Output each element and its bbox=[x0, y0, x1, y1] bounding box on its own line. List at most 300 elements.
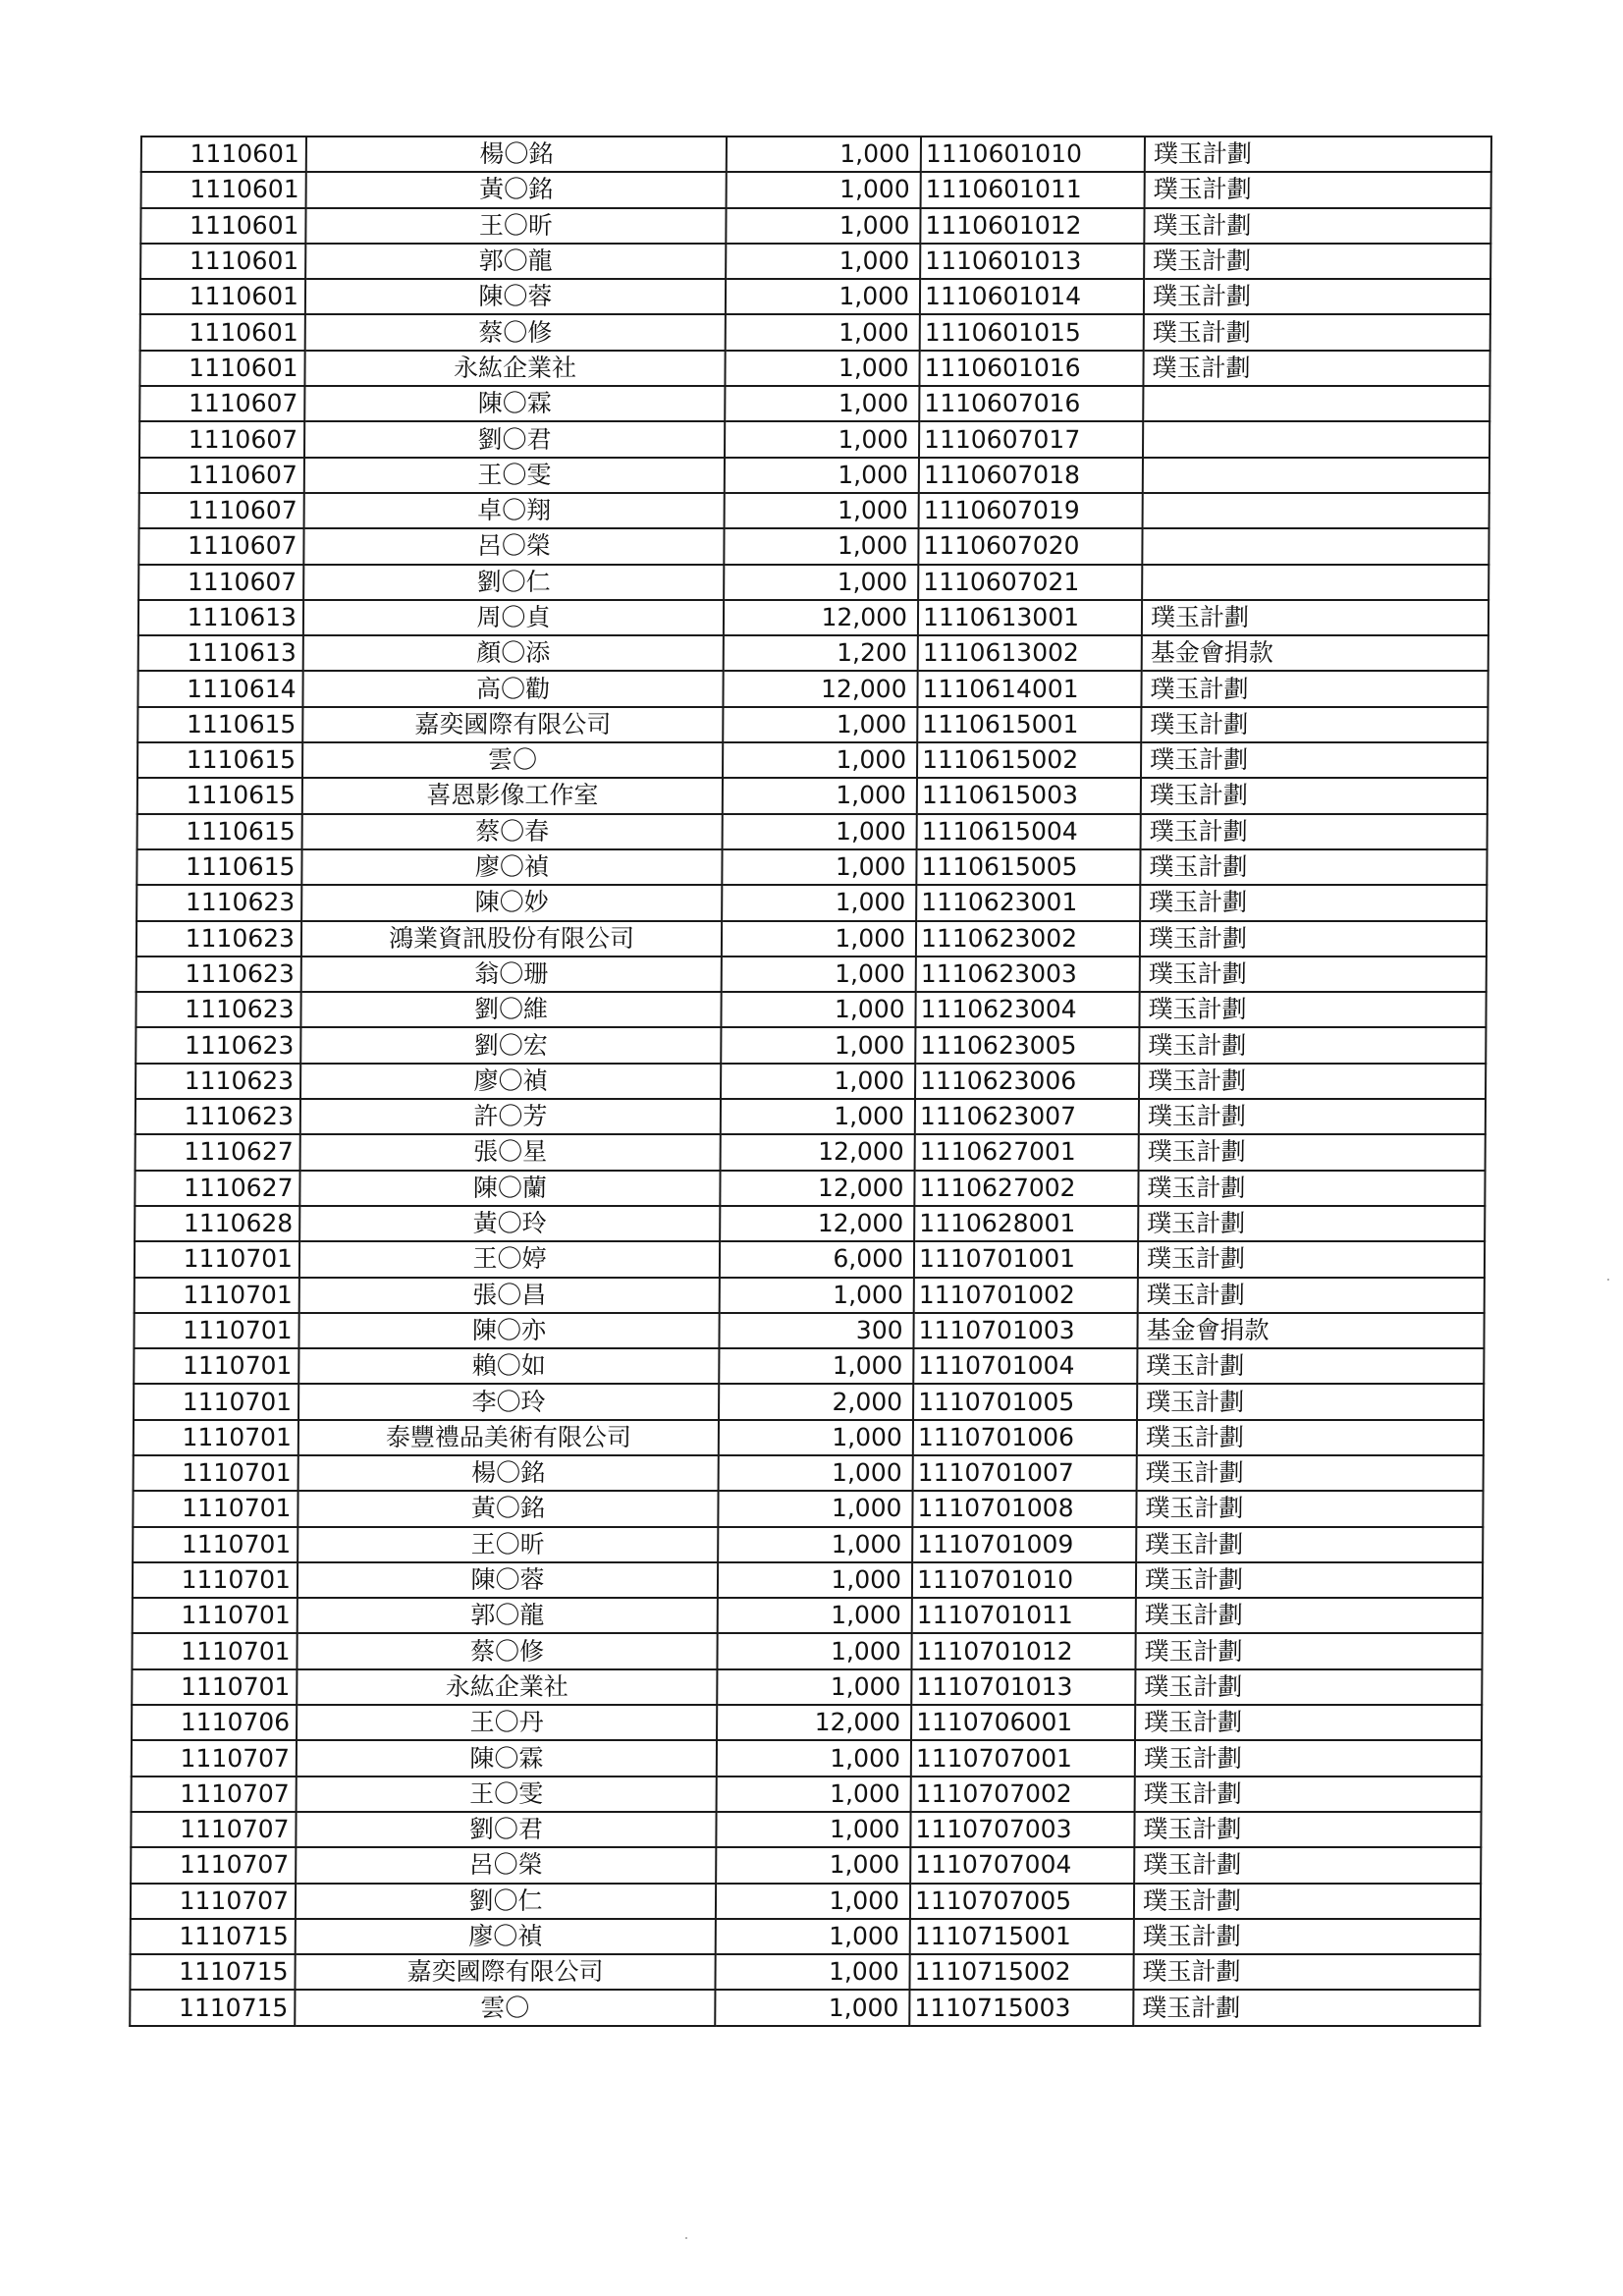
table-row bbox=[135, 1241, 1485, 1277]
date-cell: 1110601 bbox=[140, 244, 305, 279]
table-row bbox=[130, 1990, 1480, 2025]
receipt-number-cell: 1110707002 bbox=[911, 1777, 1135, 1812]
date-cell: 1110706 bbox=[132, 1705, 297, 1740]
receipt-number-cell: 1110627001 bbox=[915, 1134, 1139, 1170]
purpose-cell: 璞玉計劃 bbox=[1137, 1420, 1484, 1455]
amount-cell: 6,000 bbox=[720, 1241, 914, 1277]
donor-name-cell: 劉〇維 bbox=[300, 992, 721, 1027]
purpose-cell bbox=[1143, 386, 1489, 421]
date-cell: 1110701 bbox=[134, 1455, 298, 1491]
table-row bbox=[135, 1171, 1485, 1206]
amount-cell: 1,000 bbox=[719, 1455, 913, 1491]
table-row bbox=[136, 849, 1487, 885]
purpose-cell: 璞玉計劃 bbox=[1138, 1278, 1485, 1313]
date-cell: 1110627 bbox=[135, 1134, 300, 1170]
donor-name-cell: 許〇芳 bbox=[300, 1099, 721, 1134]
purpose-cell: 璞玉計劃 bbox=[1134, 1884, 1481, 1919]
purpose-cell: 璞玉計劃 bbox=[1140, 849, 1487, 885]
donor-name-cell: 王〇丹 bbox=[297, 1705, 717, 1740]
purpose-cell: 璞玉計劃 bbox=[1140, 885, 1487, 920]
purpose-cell: 璞玉計劃 bbox=[1144, 279, 1490, 314]
purpose-cell: 璞玉計劃 bbox=[1136, 1527, 1483, 1562]
date-cell: 1110613 bbox=[138, 600, 303, 635]
table-row bbox=[131, 1884, 1481, 1919]
table-row bbox=[135, 1206, 1485, 1241]
purpose-cell bbox=[1143, 421, 1489, 457]
table-row bbox=[134, 1384, 1484, 1419]
receipt-number-cell: 1110615003 bbox=[917, 778, 1141, 813]
receipt-number-cell: 1110701005 bbox=[913, 1384, 1137, 1419]
receipt-number-cell: 1110607017 bbox=[919, 421, 1143, 457]
table-row bbox=[134, 1348, 1484, 1384]
donor-name-cell: 鴻業資訊股份有限公司 bbox=[301, 921, 722, 957]
donor-name-cell: 廖〇禎 bbox=[296, 1919, 716, 1954]
amount-cell: 12,000 bbox=[717, 1705, 911, 1740]
date-cell: 1110601 bbox=[140, 314, 305, 350]
date-cell: 1110701 bbox=[134, 1384, 298, 1419]
table-row bbox=[131, 1812, 1481, 1847]
receipt-number-cell: 1110607020 bbox=[918, 528, 1142, 564]
table-row bbox=[137, 742, 1488, 778]
donor-name-cell: 黃〇銘 bbox=[306, 172, 727, 207]
amount-cell: 1,000 bbox=[724, 528, 918, 564]
table-row bbox=[141, 172, 1491, 207]
table-row bbox=[132, 1740, 1482, 1776]
purpose-cell: 璞玉計劃 bbox=[1135, 1705, 1482, 1740]
receipt-number-cell: 1110601011 bbox=[921, 172, 1145, 207]
amount-cell: 1,000 bbox=[724, 565, 918, 600]
purpose-cell: 璞玉計劃 bbox=[1139, 1099, 1486, 1134]
donor-name-cell: 劉〇君 bbox=[296, 1812, 716, 1847]
receipt-number-cell: 1110701009 bbox=[912, 1527, 1136, 1562]
table-row bbox=[130, 1954, 1480, 1990]
donor-name-cell: 廖〇禎 bbox=[300, 1064, 721, 1099]
date-cell: 1110701 bbox=[132, 1633, 297, 1668]
amount-cell: 1,000 bbox=[721, 992, 915, 1027]
amount-cell: 1,000 bbox=[722, 885, 916, 920]
amount-cell: 1,000 bbox=[726, 314, 920, 350]
date-cell: 1110601 bbox=[139, 351, 304, 386]
table-row bbox=[132, 1633, 1482, 1668]
amount-cell: 1,000 bbox=[721, 1099, 915, 1134]
date-cell: 1110601 bbox=[140, 279, 305, 314]
table-row bbox=[133, 1527, 1483, 1562]
table-row bbox=[138, 635, 1488, 671]
date-cell: 1110623 bbox=[135, 992, 300, 1027]
receipt-number-cell: 1110707004 bbox=[910, 1847, 1134, 1883]
purpose-cell: 璞玉計劃 bbox=[1136, 1562, 1483, 1598]
table-row bbox=[135, 1064, 1486, 1099]
receipt-number-cell: 1110623001 bbox=[916, 885, 1140, 920]
receipt-number-cell: 1110615004 bbox=[917, 814, 1141, 849]
date-cell: 1110615 bbox=[136, 849, 301, 885]
receipt-number-cell: 1110623005 bbox=[915, 1027, 1139, 1063]
table-row bbox=[137, 671, 1488, 706]
donor-name-cell: 陳〇妙 bbox=[301, 885, 722, 920]
donor-name-cell: 廖〇禎 bbox=[301, 849, 722, 885]
date-cell: 1110707 bbox=[132, 1740, 297, 1776]
purpose-cell: 璞玉計劃 bbox=[1139, 1027, 1486, 1063]
donor-name-cell: 翁〇珊 bbox=[301, 957, 722, 992]
table-row bbox=[140, 279, 1490, 314]
table-row bbox=[136, 921, 1487, 957]
date-cell: 1110607 bbox=[139, 421, 304, 457]
donor-name-cell: 楊〇銘 bbox=[306, 137, 727, 172]
amount-cell: 12,000 bbox=[720, 1171, 914, 1206]
donor-name-cell: 周〇貞 bbox=[303, 600, 724, 635]
amount-cell: 12,000 bbox=[720, 1206, 914, 1241]
date-cell: 1110601 bbox=[141, 172, 306, 207]
receipt-number-cell: 1110601013 bbox=[920, 244, 1144, 279]
donor-name-cell: 顏〇添 bbox=[303, 635, 724, 671]
receipt-number-cell: 1110701006 bbox=[913, 1420, 1137, 1455]
date-cell: 1110701 bbox=[133, 1598, 298, 1633]
purpose-cell: 璞玉計劃 bbox=[1133, 1954, 1480, 1990]
date-cell: 1110614 bbox=[137, 671, 302, 706]
receipt-number-cell: 1110715002 bbox=[909, 1954, 1133, 1990]
table-row bbox=[139, 386, 1489, 421]
purpose-cell: 璞玉計劃 bbox=[1141, 671, 1488, 706]
receipt-number-cell: 1110623006 bbox=[915, 1064, 1139, 1099]
donor-name-cell: 嘉奕國際有限公司 bbox=[302, 707, 723, 742]
purpose-cell: 璞玉計劃 bbox=[1141, 814, 1488, 849]
table-row bbox=[133, 1562, 1483, 1598]
table-row bbox=[132, 1777, 1482, 1812]
purpose-cell: 璞玉計劃 bbox=[1136, 1491, 1483, 1526]
donor-name-cell: 陳〇霖 bbox=[304, 386, 725, 421]
receipt-number-cell: 1110613002 bbox=[918, 635, 1142, 671]
donor-name-cell: 劉〇君 bbox=[304, 421, 725, 457]
date-cell: 1110601 bbox=[141, 137, 306, 172]
table-row bbox=[135, 1134, 1486, 1170]
purpose-cell: 璞玉計劃 bbox=[1144, 244, 1490, 279]
date-cell: 1110623 bbox=[136, 885, 301, 920]
table-row bbox=[138, 565, 1488, 600]
purpose-cell: 璞玉計劃 bbox=[1141, 742, 1488, 778]
donor-name-cell: 劉〇仁 bbox=[296, 1884, 716, 1919]
date-cell: 1110627 bbox=[135, 1171, 299, 1206]
donor-name-cell: 張〇昌 bbox=[299, 1278, 720, 1313]
purpose-cell: 璞玉計劃 bbox=[1136, 1598, 1483, 1633]
donor-name-cell: 王〇雯 bbox=[304, 458, 725, 493]
donor-name-cell: 張〇星 bbox=[300, 1134, 721, 1170]
receipt-number-cell: 1110615001 bbox=[917, 707, 1141, 742]
receipt-number-cell: 1110707005 bbox=[910, 1884, 1134, 1919]
date-cell: 1110607 bbox=[138, 565, 303, 600]
purpose-cell bbox=[1142, 528, 1488, 564]
amount-cell: 1,000 bbox=[721, 1027, 915, 1063]
date-cell: 1110701 bbox=[134, 1420, 298, 1455]
purpose-cell: 璞玉計劃 bbox=[1137, 1455, 1484, 1491]
table-row bbox=[140, 244, 1490, 279]
receipt-number-cell: 1110715001 bbox=[910, 1919, 1134, 1954]
date-cell: 1110701 bbox=[133, 1527, 298, 1562]
receipt-number-cell: 1110601015 bbox=[920, 314, 1144, 350]
amount-cell: 1,000 bbox=[726, 244, 920, 279]
receipt-number-cell: 1110707003 bbox=[910, 1812, 1134, 1847]
date-cell: 1110707 bbox=[131, 1847, 296, 1883]
amount-cell: 1,000 bbox=[719, 1420, 913, 1455]
purpose-cell: 璞玉計劃 bbox=[1140, 957, 1487, 992]
table-row bbox=[131, 1847, 1481, 1883]
purpose-cell: 璞玉計劃 bbox=[1137, 1384, 1484, 1419]
table-row bbox=[134, 1313, 1484, 1348]
amount-cell: 1,000 bbox=[717, 1740, 911, 1776]
date-cell: 1110628 bbox=[135, 1206, 299, 1241]
amount-cell: 12,000 bbox=[721, 1134, 915, 1170]
amount-cell: 1,000 bbox=[722, 921, 916, 957]
amount-cell: 1,000 bbox=[726, 208, 920, 244]
receipt-number-cell: 1110701012 bbox=[911, 1633, 1135, 1668]
amount-cell: 1,000 bbox=[718, 1598, 912, 1633]
date-cell: 1110607 bbox=[139, 458, 304, 493]
purpose-cell: 璞玉計劃 bbox=[1135, 1669, 1482, 1705]
purpose-cell bbox=[1143, 458, 1489, 493]
date-cell: 1110607 bbox=[139, 493, 304, 528]
purpose-cell: 璞玉計劃 bbox=[1145, 137, 1491, 172]
receipt-number-cell: 1110615005 bbox=[916, 849, 1140, 885]
amount-cell: 1,000 bbox=[720, 1278, 914, 1313]
amount-cell: 1,000 bbox=[725, 421, 919, 457]
receipt-number-cell: 1110701008 bbox=[912, 1491, 1136, 1526]
purpose-cell: 璞玉計劃 bbox=[1139, 1064, 1486, 1099]
table-row bbox=[135, 1099, 1486, 1134]
table-row bbox=[138, 528, 1488, 564]
donor-name-cell: 永紘企業社 bbox=[304, 351, 725, 386]
purpose-cell: 璞玉計劃 bbox=[1143, 351, 1489, 386]
purpose-cell: 璞玉計劃 bbox=[1135, 1740, 1482, 1776]
donor-name-cell: 陳〇霖 bbox=[297, 1740, 717, 1776]
receipt-number-cell: 1110607018 bbox=[919, 458, 1143, 493]
receipt-number-cell: 1110627002 bbox=[914, 1171, 1138, 1206]
receipt-number-cell: 1110701011 bbox=[912, 1598, 1136, 1633]
table-row bbox=[140, 208, 1490, 244]
receipt-number-cell: 1110601012 bbox=[920, 208, 1144, 244]
receipt-number-cell: 1110614001 bbox=[917, 671, 1141, 706]
donor-name-cell: 黃〇銘 bbox=[298, 1491, 718, 1526]
amount-cell: 1,000 bbox=[723, 707, 917, 742]
receipt-number-cell: 1110701002 bbox=[914, 1278, 1138, 1313]
donor-name-cell: 泰豐禮品美術有限公司 bbox=[298, 1420, 719, 1455]
purpose-cell: 璞玉計劃 bbox=[1142, 600, 1488, 635]
amount-cell: 1,000 bbox=[718, 1527, 912, 1562]
date-cell: 1110623 bbox=[136, 957, 301, 992]
scan-speck bbox=[685, 2237, 687, 2239]
donor-name-cell: 蔡〇春 bbox=[302, 814, 723, 849]
purpose-cell: 璞玉計劃 bbox=[1141, 778, 1488, 813]
date-cell: 1110615 bbox=[137, 778, 302, 813]
donor-name-cell: 黃〇玲 bbox=[299, 1206, 720, 1241]
receipt-number-cell: 1110628001 bbox=[914, 1206, 1138, 1241]
table-row bbox=[133, 1598, 1483, 1633]
amount-cell: 1,000 bbox=[727, 172, 921, 207]
date-cell: 1110701 bbox=[132, 1669, 297, 1705]
receipt-number-cell: 1110623004 bbox=[915, 992, 1139, 1027]
date-cell: 1110623 bbox=[135, 1099, 300, 1134]
donor-name-cell: 嘉奕國際有限公司 bbox=[295, 1954, 715, 1990]
table-row bbox=[134, 1455, 1484, 1491]
donor-name-cell: 陳〇蓉 bbox=[298, 1562, 718, 1598]
date-cell: 1110715 bbox=[130, 1990, 295, 2025]
amount-cell: 1,000 bbox=[718, 1491, 912, 1526]
table-row bbox=[131, 1919, 1481, 1954]
receipt-number-cell: 1110701003 bbox=[913, 1313, 1137, 1348]
date-cell: 1110701 bbox=[134, 1313, 298, 1348]
amount-cell: 1,000 bbox=[722, 849, 916, 885]
donor-name-cell: 王〇昕 bbox=[305, 208, 726, 244]
table-row bbox=[139, 458, 1489, 493]
purpose-cell: 璞玉計劃 bbox=[1138, 1171, 1485, 1206]
purpose-cell: 基金會捐款 bbox=[1137, 1313, 1484, 1348]
donor-name-cell: 王〇雯 bbox=[297, 1777, 717, 1812]
purpose-cell: 璞玉計劃 bbox=[1134, 1919, 1481, 1954]
receipt-number-cell: 1110706001 bbox=[911, 1705, 1135, 1740]
donor-name-cell: 蔡〇修 bbox=[305, 314, 726, 350]
purpose-cell: 璞玉計劃 bbox=[1144, 314, 1490, 350]
table-row bbox=[138, 600, 1488, 635]
donor-name-cell: 陳〇亦 bbox=[298, 1313, 719, 1348]
date-cell: 1110707 bbox=[131, 1884, 296, 1919]
purpose-cell: 璞玉計劃 bbox=[1134, 1847, 1481, 1883]
amount-cell: 1,000 bbox=[723, 814, 917, 849]
amount-cell: 1,000 bbox=[725, 493, 919, 528]
receipt-number-cell: 1110701007 bbox=[913, 1455, 1137, 1491]
amount-cell: 1,000 bbox=[722, 957, 916, 992]
amount-cell: 1,000 bbox=[716, 1919, 910, 1954]
purpose-cell: 璞玉計劃 bbox=[1135, 1633, 1482, 1668]
donor-name-cell: 李〇玲 bbox=[298, 1384, 719, 1419]
purpose-cell: 璞玉計劃 bbox=[1137, 1348, 1484, 1384]
date-cell: 1110615 bbox=[137, 707, 302, 742]
amount-cell: 1,000 bbox=[725, 386, 919, 421]
scan-speck bbox=[1607, 1279, 1609, 1281]
amount-cell: 1,000 bbox=[715, 1954, 909, 1990]
amount-cell: 1,000 bbox=[718, 1562, 912, 1598]
receipt-number-cell: 1110701010 bbox=[912, 1562, 1136, 1598]
table-row bbox=[139, 493, 1489, 528]
amount-cell: 1,000 bbox=[716, 1812, 910, 1847]
date-cell: 1110623 bbox=[135, 1027, 300, 1063]
amount-cell: 1,000 bbox=[717, 1633, 911, 1668]
amount-cell: 1,000 bbox=[727, 137, 921, 172]
purpose-cell: 璞玉計劃 bbox=[1133, 1990, 1480, 2025]
donor-name-cell: 呂〇榮 bbox=[296, 1847, 716, 1883]
purpose-cell: 基金會捐款 bbox=[1142, 635, 1488, 671]
purpose-cell: 璞玉計劃 bbox=[1141, 707, 1488, 742]
purpose-cell: 璞玉計劃 bbox=[1134, 1812, 1481, 1847]
date-cell: 1110707 bbox=[131, 1812, 296, 1847]
date-cell: 1110601 bbox=[140, 208, 305, 244]
date-cell: 1110701 bbox=[133, 1491, 298, 1526]
donor-name-cell: 賴〇如 bbox=[298, 1348, 719, 1384]
receipt-number-cell: 1110701004 bbox=[913, 1348, 1137, 1384]
purpose-cell: 璞玉計劃 bbox=[1139, 992, 1486, 1027]
donor-name-cell: 劉〇仁 bbox=[303, 565, 724, 600]
amount-cell: 1,000 bbox=[725, 458, 919, 493]
date-cell: 1110701 bbox=[134, 1348, 298, 1384]
purpose-cell bbox=[1142, 565, 1488, 600]
date-cell: 1110623 bbox=[136, 921, 301, 957]
date-cell: 1110715 bbox=[130, 1954, 295, 1990]
date-cell: 1110715 bbox=[131, 1919, 296, 1954]
donor-name-cell: 永紘企業社 bbox=[297, 1669, 717, 1705]
receipt-number-cell: 1110623007 bbox=[915, 1099, 1139, 1134]
receipt-number-cell: 1110601010 bbox=[921, 137, 1145, 172]
amount-cell: 1,000 bbox=[716, 1847, 910, 1883]
donor-name-cell: 呂〇榮 bbox=[303, 528, 724, 564]
receipt-number-cell: 1110623002 bbox=[916, 921, 1140, 957]
table-row bbox=[140, 314, 1490, 350]
table-row bbox=[132, 1669, 1482, 1705]
amount-cell: 1,200 bbox=[724, 635, 918, 671]
amount-cell: 1,000 bbox=[717, 1669, 911, 1705]
date-cell: 1110623 bbox=[135, 1064, 300, 1099]
amount-cell: 300 bbox=[719, 1313, 913, 1348]
receipt-number-cell: 1110701001 bbox=[914, 1241, 1138, 1277]
table-row bbox=[139, 351, 1489, 386]
amount-cell: 1,000 bbox=[723, 778, 917, 813]
purpose-cell: 璞玉計劃 bbox=[1144, 208, 1490, 244]
donation-ledger-sheet bbox=[140, 136, 1490, 2022]
table-row bbox=[137, 778, 1488, 813]
table-row bbox=[139, 421, 1489, 457]
donor-name-cell: 郭〇龍 bbox=[298, 1598, 718, 1633]
table-row bbox=[141, 137, 1491, 172]
receipt-number-cell: 1110607016 bbox=[919, 386, 1143, 421]
date-cell: 1110701 bbox=[135, 1241, 299, 1277]
date-cell: 1110707 bbox=[132, 1777, 297, 1812]
amount-cell: 12,000 bbox=[723, 671, 917, 706]
table-row bbox=[135, 1027, 1486, 1063]
receipt-number-cell: 1110607021 bbox=[918, 565, 1142, 600]
date-cell: 1110607 bbox=[139, 386, 304, 421]
date-cell: 1110615 bbox=[137, 742, 302, 778]
date-cell: 1110613 bbox=[138, 635, 303, 671]
donation-table-body bbox=[130, 137, 1491, 2026]
table-row bbox=[134, 1420, 1484, 1455]
date-cell: 1110701 bbox=[135, 1278, 299, 1313]
donor-name-cell: 王〇婷 bbox=[299, 1241, 720, 1277]
amount-cell: 1,000 bbox=[726, 279, 920, 314]
table-row bbox=[135, 992, 1486, 1027]
purpose-cell: 璞玉計劃 bbox=[1140, 921, 1487, 957]
receipt-number-cell: 1110601016 bbox=[919, 351, 1143, 386]
amount-cell: 1,000 bbox=[719, 1348, 913, 1384]
donor-name-cell: 蔡〇修 bbox=[297, 1633, 717, 1668]
amount-cell: 2,000 bbox=[719, 1384, 913, 1419]
table-row bbox=[132, 1705, 1482, 1740]
amount-cell: 12,000 bbox=[724, 600, 918, 635]
receipt-number-cell: 1110607019 bbox=[919, 493, 1143, 528]
receipt-number-cell: 1110707001 bbox=[911, 1740, 1135, 1776]
donor-name-cell: 郭〇龍 bbox=[305, 244, 726, 279]
receipt-number-cell: 1110615002 bbox=[917, 742, 1141, 778]
donor-name-cell: 陳〇蘭 bbox=[299, 1171, 720, 1206]
date-cell: 1110701 bbox=[133, 1562, 298, 1598]
amount-cell: 1,000 bbox=[721, 1064, 915, 1099]
purpose-cell: 璞玉計劃 bbox=[1135, 1777, 1482, 1812]
donor-name-cell: 喜恩影像工作室 bbox=[302, 778, 723, 813]
purpose-cell: 璞玉計劃 bbox=[1139, 1134, 1486, 1170]
receipt-number-cell: 1110601014 bbox=[920, 279, 1144, 314]
purpose-cell: 璞玉計劃 bbox=[1145, 172, 1491, 207]
table-row bbox=[136, 957, 1487, 992]
receipt-number-cell: 1110613001 bbox=[918, 600, 1142, 635]
receipt-number-cell: 1110623003 bbox=[916, 957, 1140, 992]
table-row bbox=[135, 1278, 1485, 1313]
amount-cell: 1,000 bbox=[716, 1884, 910, 1919]
donor-name-cell: 高〇勸 bbox=[302, 671, 723, 706]
